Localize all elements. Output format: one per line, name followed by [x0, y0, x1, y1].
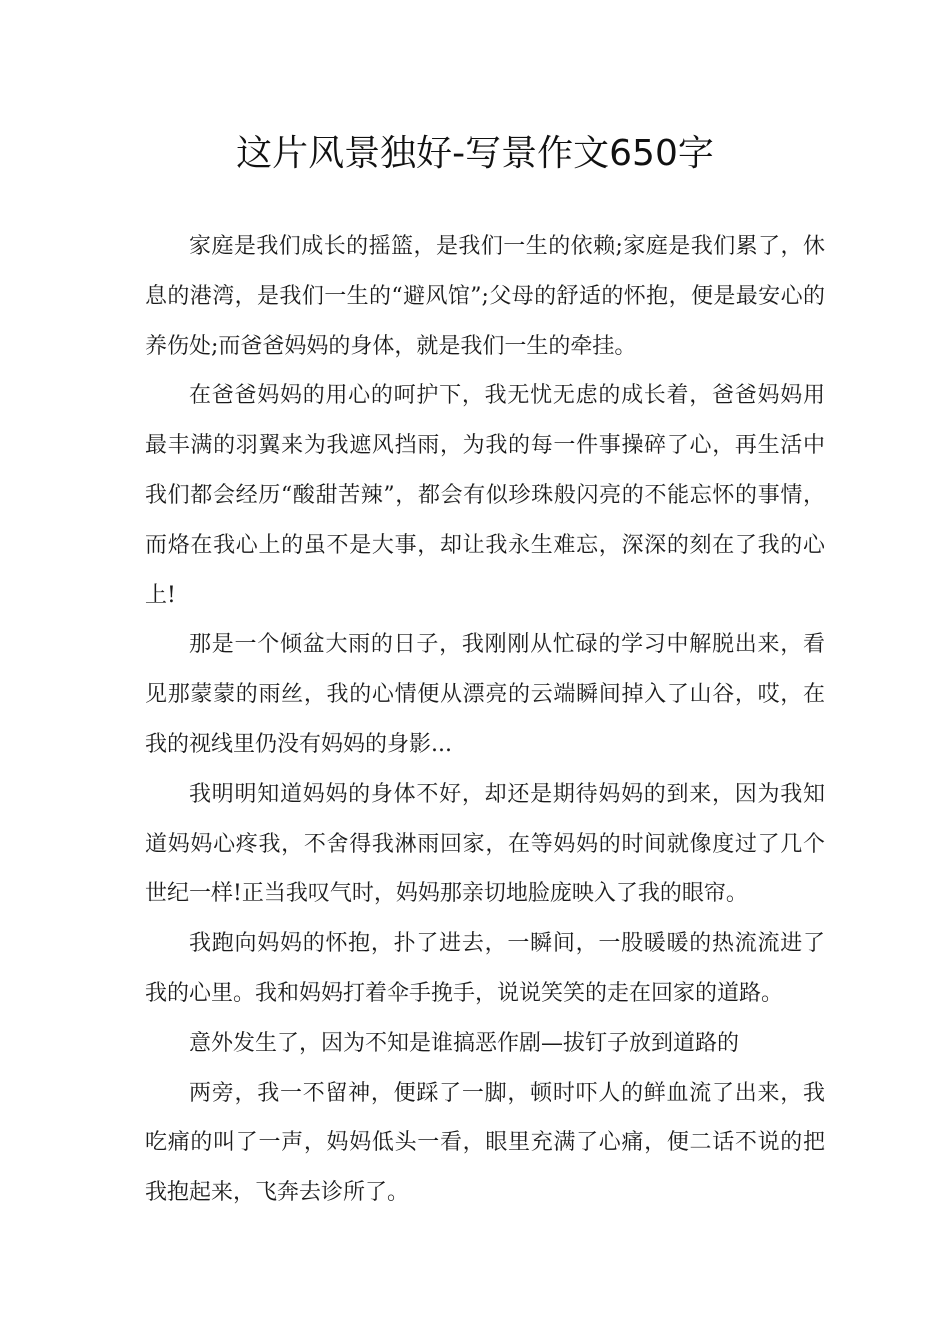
paragraph-6: 意外发生了，因为不知是谁搞恶作剧—拔钉子放到道路的	[189, 1030, 740, 1056]
paragraph-2: 在爸爸妈妈的用心的呵护下，我无忧无虑的成长着，爸爸妈妈用最丰满的羽翼来为我遮风挡雨，为我的每一件事操碎了心，再生活中我们都会经历“酸甜苦辣”，都会有似珍珠般闪亮的不能忘怀的事情，而烙在我心上的虽不是大事，却让我永生难忘，深深的刻在了我的心上!	[145, 383, 825, 608]
document-title: 这片风景独好-写景作文650字	[236, 133, 714, 174]
paragraph-3: 那是一个倾盆大雨的日子，我刚刚从忙碌的学习中解脱出来，看见那蒙蒙的雨丝，我的心情便从漂亮的云端瞬间掉入了山谷，哎，在我的视线里仍没有妈妈的身影...	[145, 632, 825, 757]
paragraph-1: 家庭是我们成长的摇篮，是我们一生的依赖;家庭是我们累了，休息的港湾，是我们一生的“避风馆”;父母的舒适的怀抱，便是最安心的养伤处;而爸爸妈妈的身体，就是我们一生的牵挂。	[145, 234, 825, 359]
document-body	[145, 222, 825, 1218]
paragraph-4: 我明明知道妈妈的身体不好，却还是期待妈妈的到来，因为我知道妈妈心疼我，不舍得我淋雨回家，在等妈妈的时间就像度过了几个世纪一样!正当我叹气时，妈妈那亲切地脸庞映入了我的眼帘。	[145, 781, 825, 907]
paragraph-7: 两旁，我一不留神，便踩了一脚，顿时吓人的鲜血流了出来，我吃痛的叫了一声，妈妈低头一看，眼里充满了心痛，便二话不说的把我抱起来，飞奔去诊所了。	[145, 1080, 825, 1206]
paragraph-5: 我跑向妈妈的怀抱，扑了进去，一瞬间，一股暖暖的热流流进了我的心里。我和妈妈打着伞手挽手，说说笑笑的走在回家的道路。	[145, 931, 825, 1006]
